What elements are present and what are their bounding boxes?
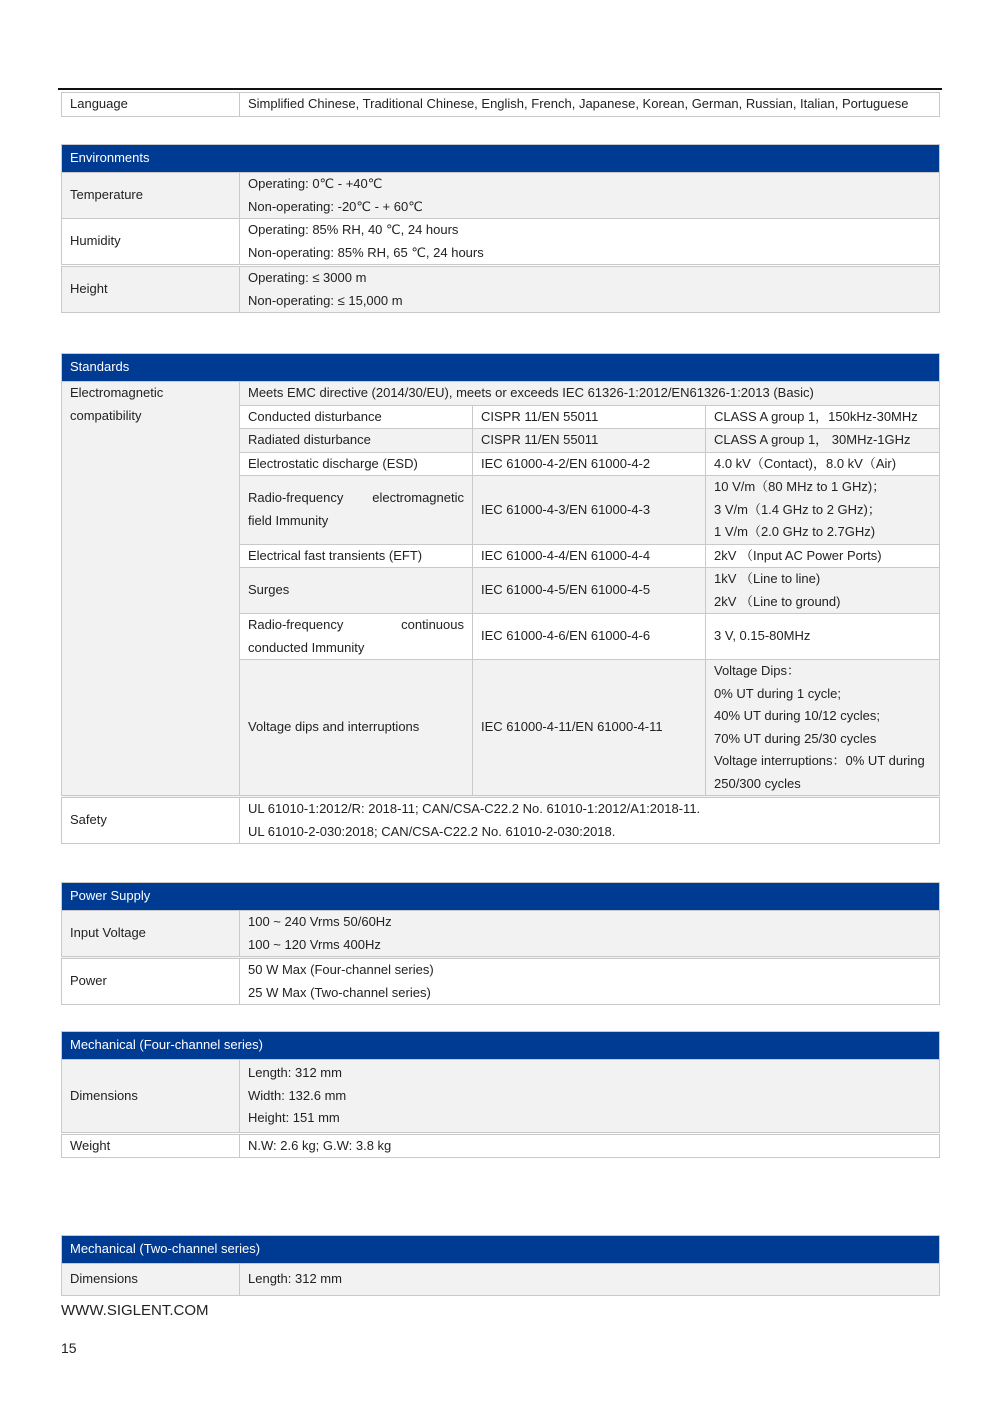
value-line: 10 V/m（80 MHz to 1 GHz)；	[714, 479, 886, 494]
test-standard: IEC 61000-4-2/EN 61000-4-2	[473, 452, 706, 476]
value-line: 25 W Max (Two-channel series)	[248, 984, 431, 1000]
safety-label: Safety	[62, 797, 240, 844]
environments-table	[61, 144, 940, 313]
test-name: Radiated disturbance	[240, 429, 473, 453]
table-row	[62, 266, 940, 313]
value-line: Non-operating: ≤ 15,000 m	[248, 292, 403, 308]
test-value	[706, 476, 940, 545]
value-line: Voltage Dips：	[714, 663, 800, 678]
dimensions-label: Dimensions	[62, 1264, 240, 1296]
dimensions-value	[240, 1060, 940, 1134]
value-line: Non-operating: 85% RH, 65 ℃, 24 hours	[248, 244, 484, 260]
humidity-value	[240, 219, 940, 266]
value-line: 250/300 cycles	[714, 775, 801, 791]
safety-value	[240, 797, 940, 844]
test-value	[706, 660, 940, 797]
mechanical-two-table	[61, 1235, 940, 1296]
value-line: 100 ~ 240 Vrms 50/60Hz	[248, 914, 392, 929]
test-name: Conducted disturbance	[240, 405, 473, 429]
value-line: 50 W Max (Four-channel series)	[248, 962, 434, 977]
test-standard: IEC 61000-4-5/EN 61000-4-5	[473, 568, 706, 614]
temperature-value	[240, 173, 940, 219]
value-line: UL 61010-1:2012/R: 2018-11; CAN/CSA-C22.2 No. 61010-1:2012/A1:2018-11.	[248, 801, 701, 816]
test-name-line: conducted Immunity	[248, 639, 365, 655]
test-value	[706, 568, 940, 614]
table-row	[62, 173, 940, 219]
table-row	[62, 93, 940, 117]
value-line: 100 ~ 120 Vrms 400Hz	[248, 936, 381, 952]
test-name: Voltage dips and interruptions	[240, 660, 473, 797]
height-label: Height	[62, 266, 240, 313]
value-line: 2kV （Line to ground)	[714, 593, 841, 609]
power-label: Power	[62, 958, 240, 1005]
test-value: CLASS A group 1， 30MHz-1GHz	[706, 429, 940, 453]
table-row	[62, 219, 940, 266]
table-row	[62, 958, 940, 1005]
test-name: Surges	[240, 568, 473, 614]
emc-summary: Meets EMC directive (2014/30/EU), meets or exceeds IEC 61326-1:2012/EN61326-1:2013 (Basic)	[240, 382, 940, 406]
section-title-mechanical-four: Mechanical (Four-channel series)	[62, 1032, 940, 1060]
top-rule	[58, 88, 942, 90]
test-standard: IEC 61000-4-3/EN 61000-4-3	[473, 476, 706, 545]
power-value	[240, 958, 940, 1005]
mechanical-four-table	[61, 1031, 940, 1158]
test-value: CLASS A group 1，150kHz-30MHz	[706, 405, 940, 429]
value-line: Non-operating: -20℃ - + 60℃	[248, 198, 423, 214]
language-table	[61, 92, 940, 117]
test-name-line: field Immunity	[248, 512, 329, 528]
table-row	[62, 1264, 940, 1296]
table-row	[62, 797, 940, 844]
value-line: Operating: ≤ 3000 m	[248, 270, 367, 285]
value-line: 0% UT during 1 cycle;	[714, 685, 841, 701]
standards-table	[61, 353, 940, 844]
value-line: UL 61010-2-030:2018; CAN/CSA-C22.2 No. 61010-2-030:2018.	[248, 823, 616, 839]
test-standard: IEC 61000-4-6/EN 61000-4-6	[473, 614, 706, 660]
test-name: Electrical fast transients (EFT)	[240, 544, 473, 568]
language-value: Simplified Chinese, Traditional Chinese, English, French, Japanese, Korean, German, Russian, Italian, Portuguese	[240, 93, 940, 117]
height-value	[240, 266, 940, 313]
table-row	[62, 1133, 940, 1158]
value-line: Operating: 85% RH, 40 ℃, 24 hours	[248, 222, 459, 237]
dimensions-value: Length: 312 mm	[240, 1264, 940, 1296]
footer-url: WWW.SIGLENT.COM	[61, 1302, 209, 1319]
weight-value: N.W: 2.6 kg; G.W: 3.8 kg	[240, 1133, 940, 1158]
test-standard: CISPR 11/EN 55011	[473, 405, 706, 429]
test-value: 3 V, 0.15-80MHz	[706, 614, 940, 660]
test-name: Electrostatic discharge (ESD)	[240, 452, 473, 476]
value-line: Length: 312 mm	[248, 1065, 342, 1080]
emc-label	[62, 382, 240, 797]
test-standard: CISPR 11/EN 55011	[473, 429, 706, 453]
value-line: 70% UT during 25/30 cycles	[714, 730, 877, 746]
value-line: 1kV （Line to line)	[714, 571, 821, 586]
test-name-line: Radio-frequency continuous	[248, 617, 464, 632]
value-line: 1 V/m（2.0 GHz to 2.7GHz)	[714, 524, 876, 539]
test-value: 2kV （Input AC Power Ports)	[706, 544, 940, 568]
section-title-standards: Standards	[62, 354, 940, 382]
table-row	[62, 1060, 940, 1134]
dimensions-label: Dimensions	[62, 1060, 240, 1134]
humidity-label: Humidity	[62, 219, 240, 266]
value-line: Operating: 0℃ - +40℃	[248, 176, 383, 191]
section-title-environments: Environments	[62, 145, 940, 173]
test-value: 4.0 kV（Contact)，8.0 kV（Air)	[706, 452, 940, 476]
page-number: 15	[61, 1340, 77, 1356]
value-line: 40% UT during 10/12 cycles;	[714, 708, 880, 723]
input-voltage-value	[240, 911, 940, 958]
table-row	[62, 382, 940, 406]
test-name	[240, 476, 473, 545]
test-name-line: Radio-frequency electromagnetic	[248, 490, 464, 506]
temperature-label: Temperature	[62, 173, 240, 219]
label-line: Electromagnetic	[70, 385, 164, 400]
value-line: 3 V/m（1.4 GHz to 2 GHz)；	[714, 501, 881, 517]
test-standard: IEC 61000-4-4/EN 61000-4-4	[473, 544, 706, 568]
value-line: Width: 132.6 mm	[248, 1087, 347, 1103]
value-line: Height: 151 mm	[248, 1110, 340, 1125]
weight-label: Weight	[62, 1133, 240, 1158]
table-row	[62, 911, 940, 958]
power-supply-table	[61, 882, 940, 1005]
value-line: Voltage interruptions：0% UT during	[714, 753, 925, 768]
language-label: Language	[62, 93, 240, 117]
test-name	[240, 614, 473, 660]
label-line: compatibility	[70, 407, 142, 423]
input-voltage-label: Input Voltage	[62, 911, 240, 958]
test-standard: IEC 61000-4-11/EN 61000-4-11	[473, 660, 706, 797]
section-title-power-supply: Power Supply	[62, 883, 940, 911]
section-title-mechanical-two: Mechanical (Two-channel series)	[62, 1236, 940, 1264]
